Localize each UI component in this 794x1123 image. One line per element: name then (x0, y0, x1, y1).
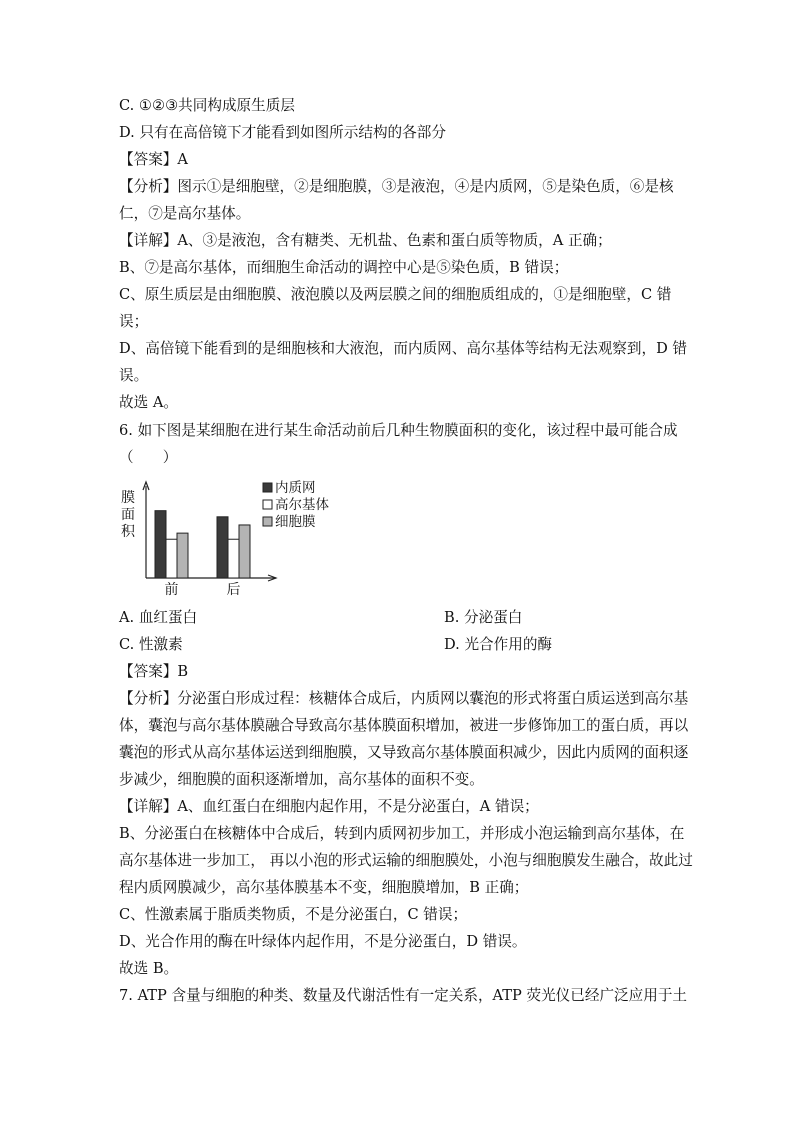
chart-svg (116, 476, 336, 600)
question-6-blank: （ ） (119, 449, 178, 466)
analysis-line: 仁，⑦是高尔基体。 (119, 205, 251, 222)
membrane-area-chart (116, 476, 336, 600)
legend-swatch (263, 500, 272, 509)
option-d-line: D. 只有在高倍镜下才能看到如图所示结构的各部分 (119, 124, 446, 141)
answer-line: 【答案】B (119, 663, 189, 680)
analysis-line: 步减少，细胞膜的面积逐渐增加，高尔基体的面积不变。 (119, 771, 484, 788)
legend-label: 细胞膜 (275, 514, 316, 530)
question-6-stem: 6. 如下图是某细胞在进行某生命活动前后几种生物膜面积的变化，该过程中最可能合成 (119, 422, 678, 439)
analysis-line: 体，囊泡与高尔基体膜融合导致高尔基体膜面积增加，被进一步修饰加工的蛋白质，再以 (119, 717, 689, 734)
explanation-line: 【详解】A、血红蛋白在细胞内起作用，不是分泌蛋白，A 错误； (119, 798, 539, 815)
question-7-stem: 7. ATP 含量与细胞的种类、数量及代谢活性有一定关系，ATP 荧光仪已经广泛应用于土 (119, 987, 688, 1004)
explanation-line: 高尔基体进一步加工， 再以小泡的形式运输的细胞膜处，小泡与细胞膜发生融合，故此过 (119, 852, 693, 869)
option-c-line: C. ①②③共同构成原生质层 (119, 97, 295, 114)
explanation-line: C、原生质层是由细胞膜、液泡膜以及两层膜之间的细胞质组成的，①是细胞壁，C 错 (119, 286, 672, 303)
explanation-line: 误； (119, 313, 149, 330)
y-axis-label: 积 (121, 524, 135, 540)
legend-swatch (263, 517, 272, 526)
explanation-line: D、高倍镜下能看到的是细胞核和大液泡，而内质网、高尔基体等结构无法观察到，D 错 (119, 340, 688, 357)
x-tick-label: 后 (226, 582, 241, 598)
y-axis-label: 面 (121, 507, 135, 523)
option-a: A. 血红蛋白 (119, 609, 198, 626)
analysis-line: 【分析】分泌蛋白形成过程：核糖体合成后，内质网以囊泡的形式将蛋白质运送到高尔基 (119, 690, 689, 707)
option-b: B. 分泌蛋白 (444, 609, 523, 626)
bar-1-2 (239, 525, 250, 578)
y-axis-label: 膜 (121, 490, 135, 506)
x-tick-label: 前 (164, 582, 179, 598)
explanation-line: D、光合作用的酶在叶绿体内起作用，不是分泌蛋白，D 错误。 (119, 933, 527, 950)
analysis-line: 囊泡的形式从高尔基体运送到细胞膜，又导致高尔基体膜面积减少，因此内质网的面积逐 (119, 744, 689, 761)
bar-1-0 (217, 517, 228, 578)
legend-label: 高尔基体 (275, 497, 329, 513)
legend-swatch (263, 483, 272, 492)
choice-line: 故选 B。 (119, 960, 179, 977)
explanation-line: B、分泌蛋白在核糖体中合成后，转到内质网初步加工，并形成小泡运输到高尔基体，在 (119, 825, 685, 842)
analysis-line: 【分析】图示①是细胞壁，②是细胞膜，③是液泡，④是内质网，⑤是染色质，⑥是核 (119, 178, 674, 195)
explanation-line: 程内质网膜减少，高尔基体膜基本不变，细胞膜增加，B 正确； (119, 879, 529, 896)
choice-line: 故选 A。 (119, 394, 178, 411)
option-d: D. 光合作用的酶 (444, 636, 553, 653)
explanation-line: C、性激素属于脂质类物质，不是分泌蛋白，C 错误； (119, 906, 468, 923)
answer-line: 【答案】A (119, 151, 188, 168)
explanation-line: 误。 (119, 367, 149, 384)
legend-label: 内质网 (275, 480, 316, 496)
bar-0-1 (166, 539, 177, 578)
explanation-line: B、⑦是高尔基体，而细胞生命活动的调控中心是⑤染色质，B 错误； (119, 259, 569, 276)
option-c: C. 性激素 (119, 636, 183, 653)
bar-1-1 (228, 539, 239, 578)
bar-0-2 (177, 533, 188, 578)
explanation-line: 【详解】A、③是液泡，含有糖类、无机盐、色素和蛋白质等物质，A 正确； (119, 232, 612, 249)
bar-0-0 (155, 511, 166, 578)
